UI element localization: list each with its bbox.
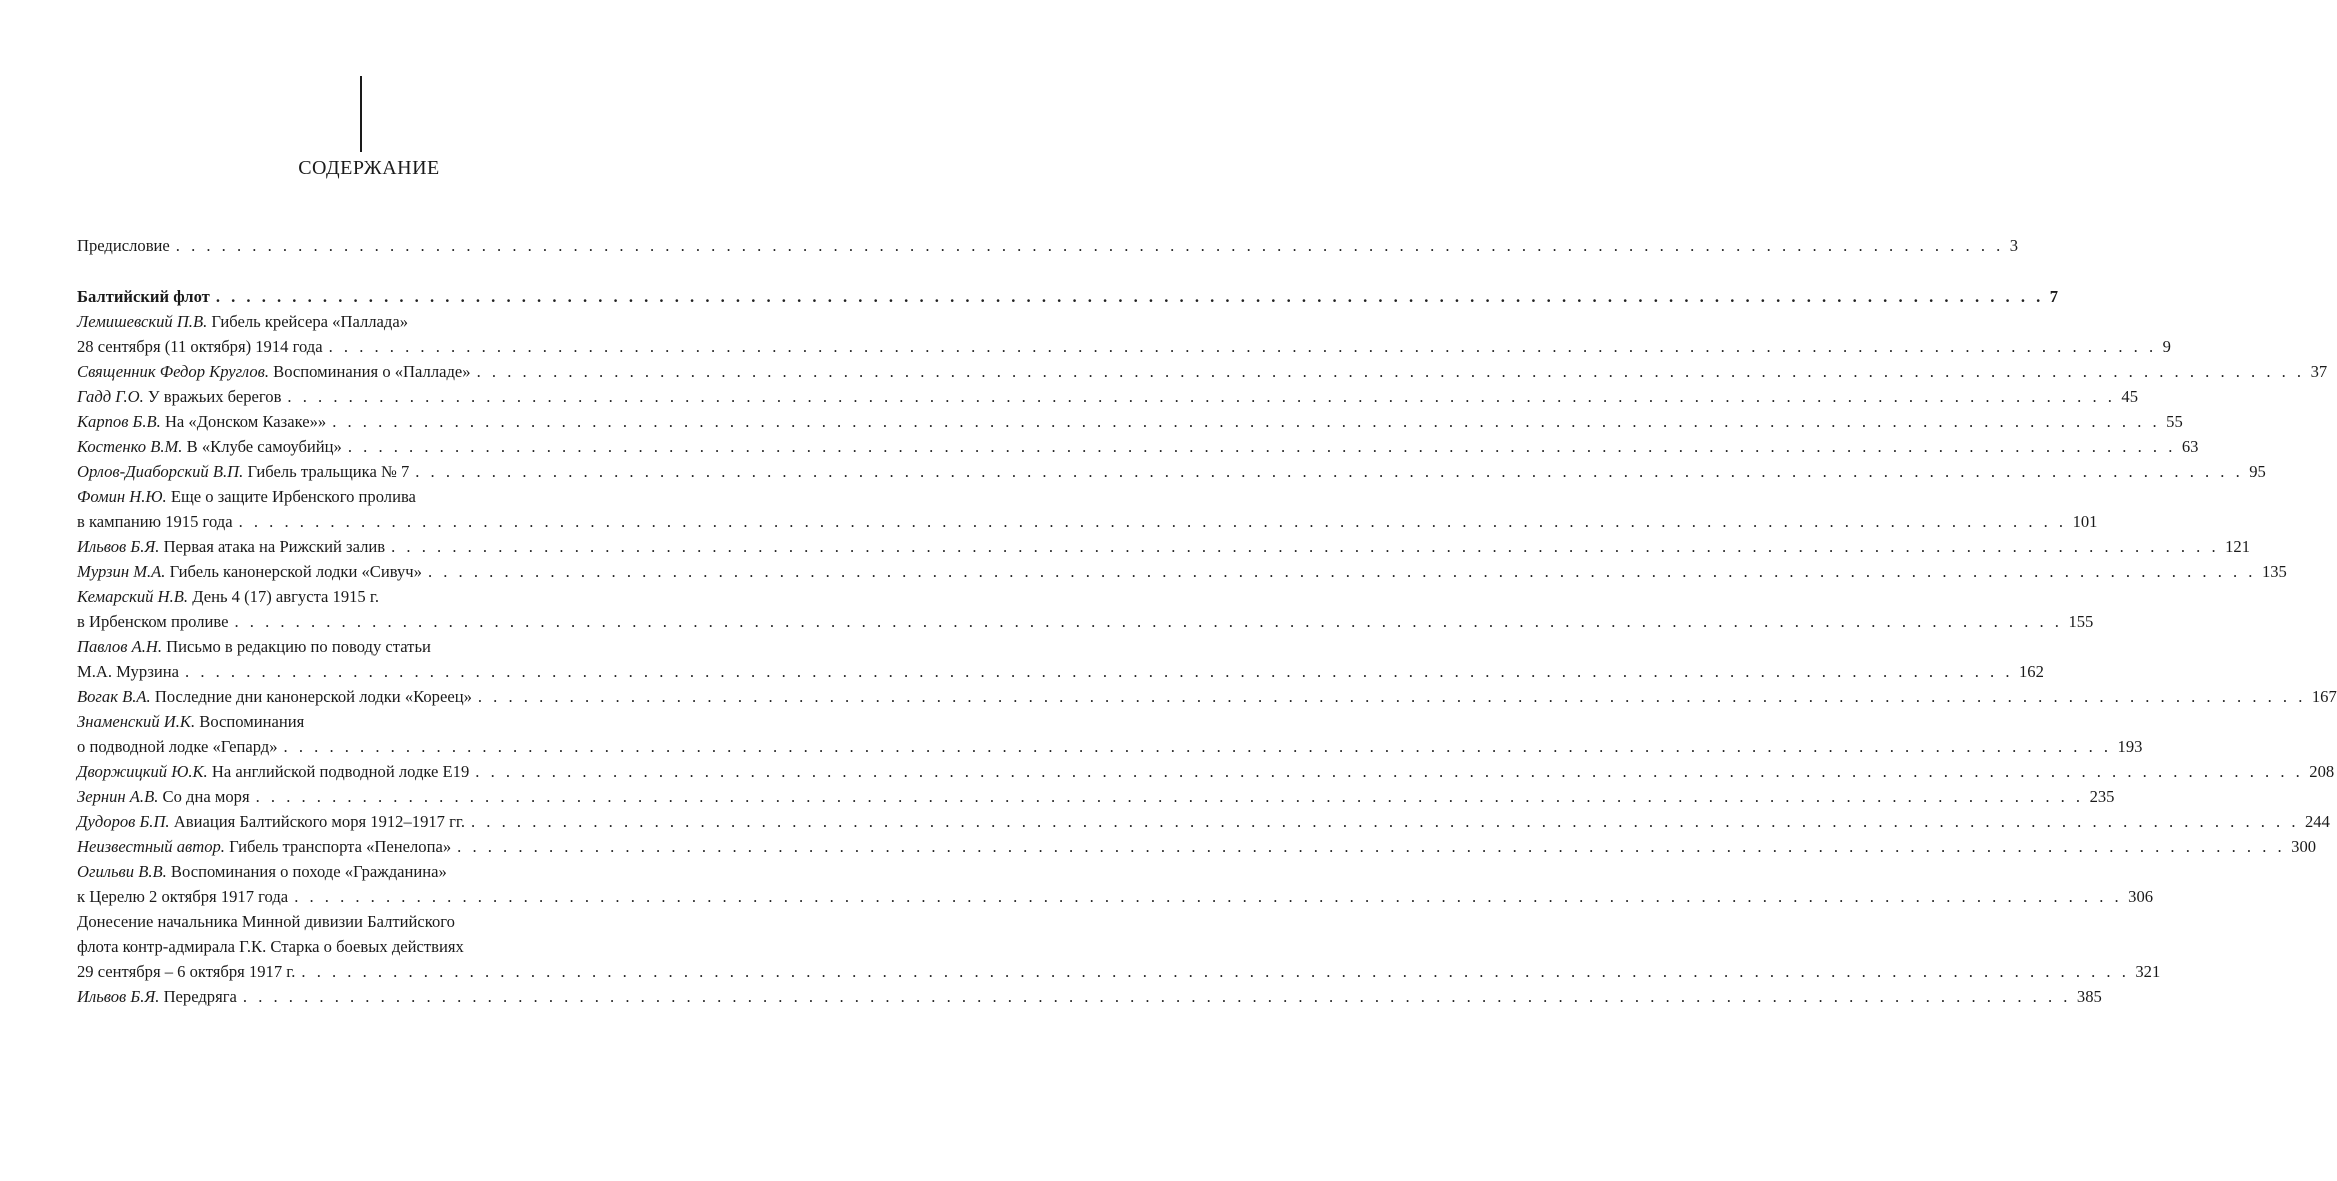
toc-page-number: 155 [2068,612,2094,631]
toc-author: Знаменский И.К. [77,712,196,731]
toc-leader-dots: . . . . . . . . . . . . . . . . . . . . . . . . . . . . . . . . . . . . . . . . . . . . . . . . . . . . . . . . . . . . . . . . . . . . . . . . . . . . . . . . . . . . . . . . . . . . . . . . . . . . . . . . . . . . . . . . . . . . . . . . [255,787,2084,806]
toc-entry-text [77,959,295,984]
toc-author: Дудоров Б.П. [77,812,170,831]
toc-line [77,534,2250,559]
toc-leader-dots: . . . . . . . . . . . . . . . . . . . . . . . . . . . . . . . . . . . . . . . . . . . . . . . . . . . . . . . . . . . . . . . . . . . . . . . . . . . . . . . . . . . . . . . . . . . . . . . . . . . . . . . . . . . . . . . . . . . . . . . . [287,387,2116,406]
toc-page-number: 135 [2261,562,2287,581]
toc-entry[interactable] [77,384,2138,409]
toc-line [77,634,645,659]
toc-page-number: 63 [2181,437,2199,456]
toc-line [77,609,2094,634]
toc-author: Орлов-Диаборский В.П. [77,462,244,481]
toc-line [77,709,645,734]
toc-line [77,384,2138,409]
toc-entry-text [77,884,288,909]
toc-leader-dots: . . . . . . . . . . . . . . . . . . . . . . . . . . . . . . . . . . . . . . . . . . . . . . . . . . . . . . . . . . . . . . . . . . . . . . . . . . . . . . . . . . . . . . . . . . . . . . . . . . . . . . . . . . . . . . . . . . . . . . . . [477,687,2306,706]
toc-entry[interactable] [77,834,2317,859]
toc-line [77,909,645,934]
toc-page-number: 321 [2135,962,2161,981]
toc-line [77,584,645,609]
toc-title: Воспоминания о походе «Гражданина» [170,862,447,881]
toc-title: к Церелю 2 октября 1917 года [77,887,289,906]
toc-author: Кемарский Н.В. [77,587,189,606]
toc-entry-text [77,934,464,959]
toc-title: Первая атака на Рижский залив [163,537,386,556]
toc-entry[interactable] [77,709,2143,759]
toc-author: Лемишевский П.В. [77,312,208,331]
toc-page-number: 9 [2162,337,2171,356]
toc-entry-text [77,634,431,659]
toc-entry-text [77,559,422,584]
toc-line [77,509,2098,534]
toc-entry[interactable] [77,634,2044,684]
toc-entry-text [77,784,250,809]
toc-entry-text [77,284,210,309]
toc-page-number: 162 [2019,662,2044,681]
toc-line [77,334,2171,359]
toc-title: в кампанию 1915 года [77,512,233,531]
toc-title: Предисловие [77,236,170,255]
toc-line [77,684,2337,709]
toc-entry[interactable] [77,809,2330,834]
table-of-contents [77,233,2337,1009]
toc-page-number: 208 [2309,762,2335,781]
toc-leader-dots: . . . . . . . . . . . . . . . . . . . . . . . . . . . . . . . . . . . . . . . . . . . . . . . . . . . . . . . . . . . . . . . . . . . . . . . . . . . . . . . . . . . . . . . . . . . . . . . . . . . . . . . . . . . . . . . . . . . . . . . . [471,812,2299,831]
toc-title: флота контр-адмирала Г.К. Старка о боевых действиях [77,937,464,956]
toc-page-number: 193 [2117,737,2143,756]
toc-page-number: 45 [2121,387,2138,406]
toc-line [77,959,2161,984]
toc-title: Донесение начальника Минной дивизии Балтийского [77,912,455,931]
toc-entry[interactable] [77,409,2183,434]
toc-leader-dots: . . . . . . . . . . . . . . . . . . . . . . . . . . . . . . . . . . . . . . . . . . . . . . . . . . . . . . . . . . . . . . . . . . . . . . . . . . . . . . . . . . . . . . . . . . . . . . . . . . . . . . . . . . . . . . . . . . . . . . . . [175,236,2004,255]
toc-entry[interactable] [77,984,2102,1009]
toc-page-number: 7 [2049,287,2059,306]
toc-title: Гибель крейсера «Паллада» [211,312,409,331]
toc-entry-text [77,309,408,334]
toc-title: Гибель канонерской лодки «Сивуч» [169,562,422,581]
toc-page-number: 306 [2128,887,2154,906]
toc-leader-dots: . . . . . . . . . . . . . . . . . . . . . . . . . . . . . . . . . . . . . . . . . . . . . . . . . . . . . . . . . . . . . . . . . . . . . . . . . . . . . . . . . . . . . . . . . . . . . . . . . . . . . . . . . . . . . . . . . . . . . . . . [415,462,2244,481]
toc-entry[interactable] [77,759,2335,784]
toc-line [77,734,2143,759]
toc-entry[interactable] [77,459,2266,484]
toc-leader-dots: . . . . . . . . . . . . . . . . . . . . . . . . . . . . . . . . . . . . . . . . . . . . . . . . . . . . . . . . . . . . . . . . . . . . . . . . . . . . . . . . . . . . . . . . . . . . . . . . . . . . . . . . . . . . . . . . . . . . . . . . [215,287,2044,306]
toc-page-number: 235 [2089,787,2115,806]
toc-author: Гадд Г.О. [77,387,144,406]
toc-leader-dots: . . . . . . . . . . . . . . . . . . . . . . . . . . . . . . . . . . . . . . . . . . . . . . . . . . . . . . . . . . . . . . . . . . . . . . . . . . . . . . . . . . . . . . . . . . . . . . . . . . . . . . . . . . . . . . . . . . . . . . . . [294,887,2123,906]
toc-entry-text [77,334,323,359]
toc-entry-text [77,734,278,759]
toc-leader-dots: . . . . . . . . . . . . . . . . . . . . . . . . . . . . . . . . . . . . . . . . . . . . . . . . . . . . . . . . . . . . . . . . . . . . . . . . . . . . . . . . . . . . . . . . . . . . . . . . . . . . . . . . . . . . . . . . . . . . . . . . [185,662,2013,681]
toc-line [77,409,2183,434]
toc-entry-text [77,384,281,409]
toc-line [77,459,2266,484]
header-divider [360,76,362,152]
toc-page-number: 3 [2009,236,2019,255]
toc-author: Костенко В.М. [77,437,183,456]
toc-leader-dots: . . . . . . . . . . . . . . . . . . . . . . . . . . . . . . . . . . . . . . . . . . . . . . . . . . . . . . . . . . . . . . . . . . . . . . . . . . . . . . . . . . . . . . . . . . . . . . . . . . . . . . . . . . . . . . . . . . . . . . . . [301,962,2130,981]
toc-line [77,809,2330,834]
toc-entry-text [77,609,228,634]
toc-entry[interactable] [77,584,2094,634]
toc-line [77,759,2335,784]
toc-title: У вражьих берегов [147,387,282,406]
toc-entry-text [77,984,237,1009]
toc-entry[interactable] [77,684,2337,709]
toc-title: Еще о защите Ирбенского пролива [170,487,416,506]
toc-author: Дворжицкий Ю.К. [77,762,208,781]
toc-line [77,984,2102,1009]
toc-entry-text [77,459,409,484]
toc-entry-text [77,509,233,534]
toc-entry-text [77,584,379,609]
toc-entry[interactable] [77,559,2287,584]
toc-leader-dots: . . . . . . . . . . . . . . . . . . . . . . . . . . . . . . . . . . . . . . . . . . . . . . . . . . . . . . . . . . . . . . . . . . . . . . . . . . . . . . . . . . . . . . . . . . . . . . . . . . . . . . . . . . . . . . . . . . . . . . . . [242,987,2071,1006]
toc-entry-text [77,684,472,709]
toc-author: Мурзин М.А. [77,562,166,581]
toc-title: Балтийский флот [77,287,210,306]
toc-line [77,884,2154,909]
toc-entry[interactable] [77,233,2019,258]
toc-entry[interactable] [77,859,2154,909]
toc-line [77,559,2287,584]
toc-entry[interactable] [77,434,2199,459]
toc-title: На «Донском Казаке»» [164,412,327,431]
toc-line [77,434,2199,459]
toc-title: В «Клубе самоубийц» [186,437,342,456]
toc-entry-text [77,809,465,834]
toc-leader-dots: . . . . . . . . . . . . . . . . . . . . . . . . . . . . . . . . . . . . . . . . . . . . . . . . . . . . . . . . . . . . . . . . . . . . . . . . . . . . . . . . . . . . . . . . . . . . . . . . . . . . . . . . . . . . . . . . . . . . . . . . [238,512,2067,531]
toc-page-number: 55 [2166,412,2183,431]
toc-entry-text [77,534,385,559]
toc-title: Гибель тральщика № 7 [247,462,410,481]
toc-title: 29 сентября – 6 октября 1917 г. [77,962,296,981]
toc-leader-dots: . . . . . . . . . . . . . . . . . . . . . . . . . . . . . . . . . . . . . . . . . . . . . . . . . . . . . . . . . . . . . . . . . . . . . . . . . . . . . . . . . . . . . . . . . . . . . . . . . . . . . . . . . . . . . . . . . . . . . . . . [457,837,2286,856]
toc-page-number: 121 [2225,537,2250,556]
toc-entry[interactable] [77,309,2171,359]
toc-title: Письмо в редакцию по поводу статьи [166,637,431,656]
toc-entry-text [77,759,469,784]
toc-author: Павлов А.Н. [77,637,162,656]
toc-page-number: 95 [2249,462,2266,481]
toc-leader-dots: . . . . . . . . . . . . . . . . . . . . . . . . . . . . . . . . . . . . . . . . . . . . . . . . . . . . . . . . . . . . . . . . . . . . . . . . . . . . . . . . . . . . . . . . . . . . . . . . . . . . . . . . . . . . . . . . . . . . . . . . [328,337,2157,356]
toc-leader-dots: . . . . . . . . . . . . . . . . . . . . . . . . . . . . . . . . . . . . . . . . . . . . . . . . . . . . . . . . . . . . . . . . . . . . . . . . . . . . . . . . . . . . . . . . . . . . . . . . . . . . . . . . . . . . . . . . . . . . . . . . [476,362,2305,381]
toc-leader-dots: . . . . . . . . . . . . . . . . . . . . . . . . . . . . . . . . . . . . . . . . . . . . . . . . . . . . . . . . . . . . . . . . . . . . . . . . . . . . . . . . . . . . . . . . . . . . . . . . . . . . . . . . . . . . . . . . . . . . . . . . [347,437,2176,456]
toc-leader-dots: . . . . . . . . . . . . . . . . . . . . . . . . . . . . . . . . . . . . . . . . . . . . . . . . . . . . . . . . . . . . . . . . . . . . . . . . . . . . . . . . . . . . . . . . . . . . . . . . . . . . . . . . . . . . . . . . . . . . . . . . [427,562,2256,581]
toc-author: Священник Федор Круглов. [77,362,269,381]
toc-entry-text [77,834,451,859]
toc-author: Фомин Н.Ю. [77,487,167,506]
toc-title: Авиация Балтийского моря 1912–1917 гг. [173,812,465,831]
toc-entry-text [77,859,447,884]
toc-author: Ильвов Б.Я. [77,537,160,556]
toc-entry[interactable] [77,359,2328,384]
toc-line [77,659,2044,684]
toc-line [77,784,2115,809]
toc-line [77,934,645,959]
toc-entry-text [77,434,342,459]
toc-entry-text [77,909,455,934]
toc-leader-dots: . . . . . . . . . . . . . . . . . . . . . . . . . . . . . . . . . . . . . . . . . . . . . . . . . . . . . . . . . . . . . . . . . . . . . . . . . . . . . . . . . . . . . . . . . . . . . . . . . . . . . . . . . . . . . . . . . . . . . . . . [475,762,2304,781]
toc-line [77,233,2019,258]
toc-author: Вогак В.А. [77,687,151,706]
toc-author: Неизвестный автор. [77,837,225,856]
toc-title: На английской подводной лодке Е19 [211,762,470,781]
toc-page-number: 385 [2076,987,2102,1006]
toc-line [77,359,2328,384]
toc-title: Воспоминания о «Палладе» [273,362,471,381]
toc-title: День 4 (17) августа 1915 г. [192,587,379,606]
toc-entry-text [77,233,170,258]
toc-page-number: 244 [2304,812,2330,831]
toc-title: Передряга [163,987,237,1006]
page-title: СОДЕРЖАНИЕ [298,157,440,179]
toc-line [77,834,2317,859]
toc-title: Воспоминания [199,712,305,731]
toc-title: Со дна моря [162,787,250,806]
toc-page-number: 167 [2311,687,2337,706]
toc-entry-text [77,359,471,384]
toc-entry-text [77,659,179,684]
toc-page-number: 101 [2072,512,2098,531]
toc-title: М.А. Мурзина [77,662,180,681]
toc-line [77,484,645,509]
toc-leader-dots: . . . . . . . . . . . . . . . . . . . . . . . . . . . . . . . . . . . . . . . . . . . . . . . . . . . . . . . . . . . . . . . . . . . . . . . . . . . . . . . . . . . . . . . . . . . . . . . . . . . . . . . . . . . . . . . . . . . . . . . . [391,537,2220,556]
toc-line [77,309,645,334]
toc-title: Гибель транспорта «Пенелопа» [229,837,452,856]
toc-line [77,284,2059,309]
toc-page-number: 300 [2291,837,2317,856]
toc-leader-dots: . . . . . . . . . . . . . . . . . . . . . . . . . . . . . . . . . . . . . . . . . . . . . . . . . . . . . . . . . . . . . . . . . . . . . . . . . . . . . . . . . . . . . . . . . . . . . . . . . . . . . . . . . . . . . . . . . . . . . . . . [332,412,2161,431]
toc-author: Зернин А.В. [77,787,159,806]
toc-entry[interactable] [77,909,2161,984]
toc-title: 28 сентября (11 октября) 1914 года [77,337,323,356]
toc-page-number: 37 [2310,362,2328,381]
toc-entry-text [77,409,326,434]
toc-entry[interactable] [77,784,2115,809]
toc-entry[interactable] [77,534,2250,559]
toc-entry[interactable] [77,484,2098,534]
toc-author: Ильвов Б.Я. [77,987,160,1006]
toc-title: о подводной лодке «Гепард» [77,737,278,756]
toc-title: Последние дни канонерской лодки «Кореец» [154,687,472,706]
toc-entry[interactable] [77,284,2059,309]
toc-entry-text [77,709,304,734]
toc-line [77,859,645,884]
toc-leader-dots: . . . . . . . . . . . . . . . . . . . . . . . . . . . . . . . . . . . . . . . . . . . . . . . . . . . . . . . . . . . . . . . . . . . . . . . . . . . . . . . . . . . . . . . . . . . . . . . . . . . . . . . . . . . . . . . . . . . . . . . . [283,737,2112,756]
toc-title: в Ирбенском проливе [77,612,229,631]
toc-author: Карпов Б.В. [77,412,161,431]
toc-author: Огильви В.В. [77,862,167,881]
toc-leader-dots: . . . . . . . . . . . . . . . . . . . . . . . . . . . . . . . . . . . . . . . . . . . . . . . . . . . . . . . . . . . . . . . . . . . . . . . . . . . . . . . . . . . . . . . . . . . . . . . . . . . . . . . . . . . . . . . . . . . . . . . . [234,612,2063,631]
toc-entry-text [77,484,416,509]
